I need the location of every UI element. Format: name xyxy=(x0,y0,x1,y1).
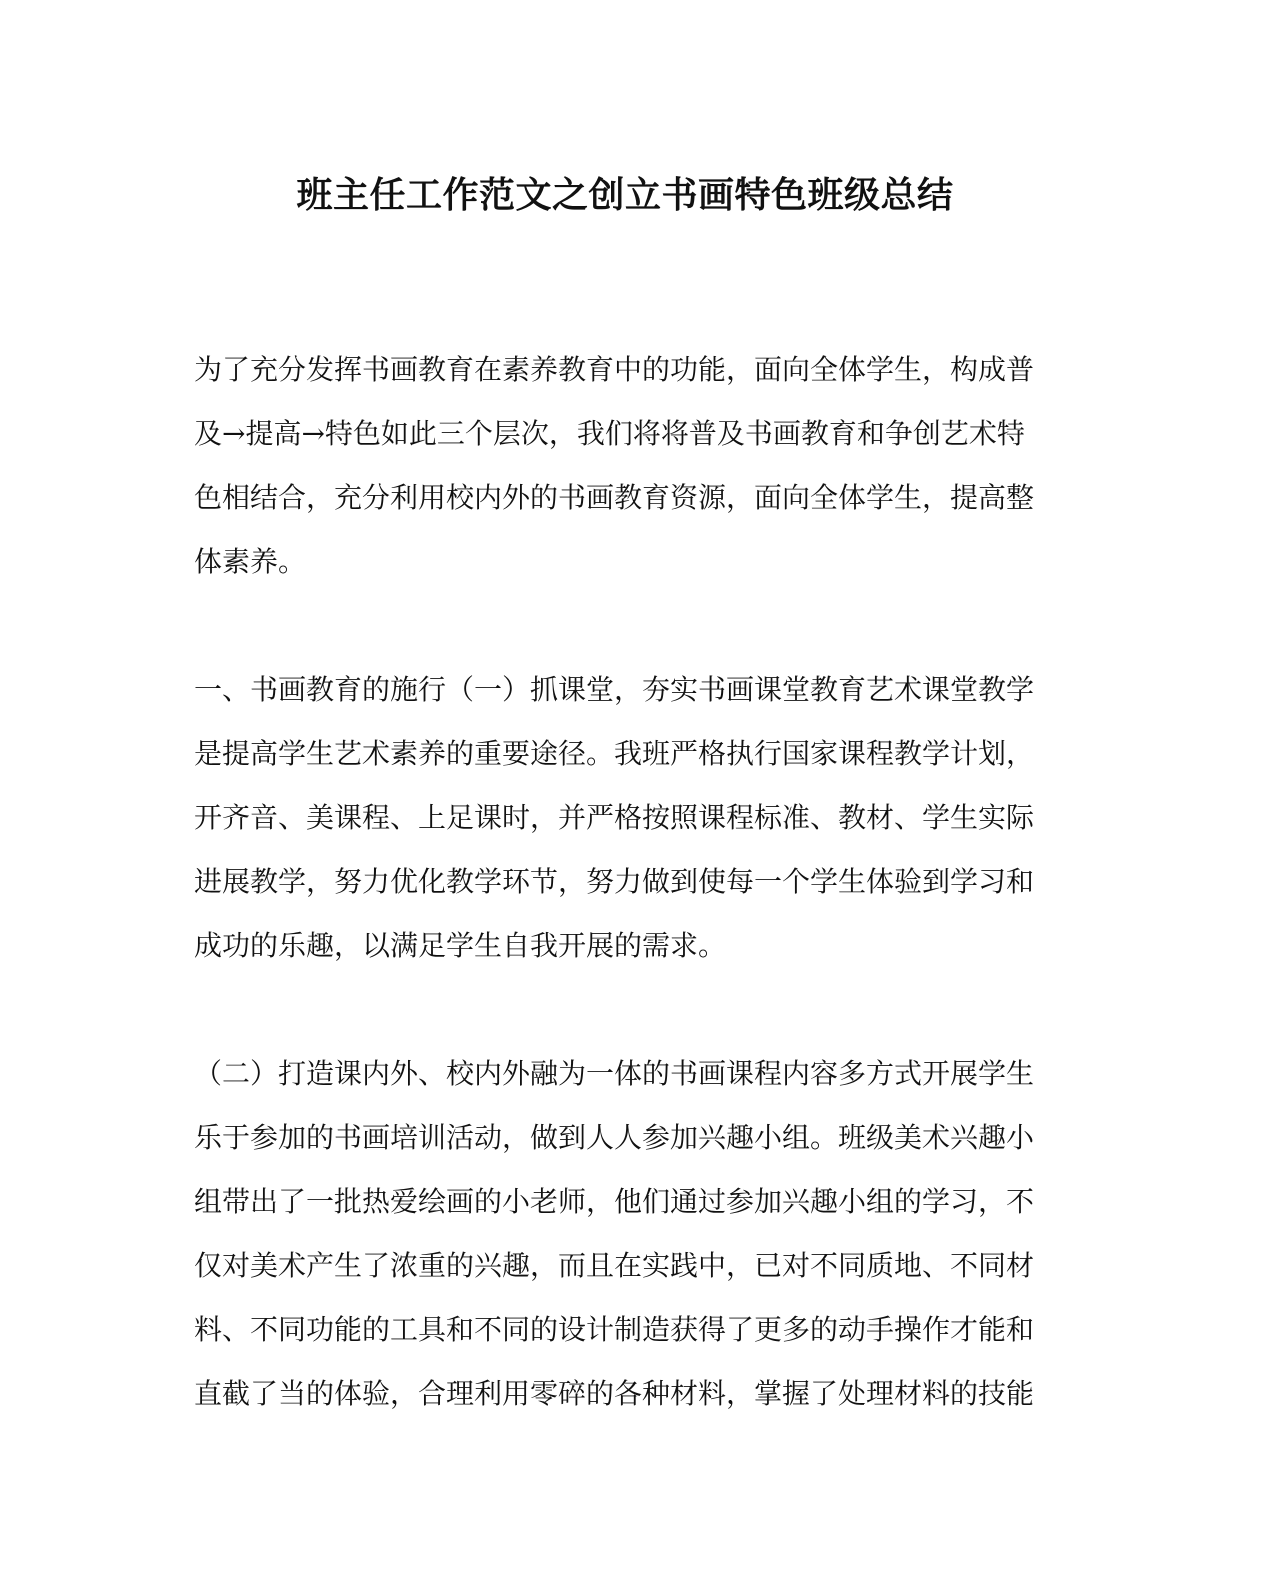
paragraph-2-line-5: 成功的乐趣，以满足学生自我开展的需求。 xyxy=(194,929,727,962)
document-title: 班主任工作范文之创立书画特色班级总结 xyxy=(296,174,954,216)
paragraph-2-line-4: 进展教学，努力优化教学环节，努力做到使每一个学生体验到学习和 xyxy=(194,865,1035,898)
paragraph-3-line-6: 直截了当的体验，合理利用零碎的各种材料，掌握了处理材料的技能 xyxy=(194,1377,1035,1410)
paragraph-1-line-4: 体素养。 xyxy=(194,545,307,578)
paragraph-1-line-2: 及→提高→特色如此三个层次，我们将将普及书画教育和争创艺术特 xyxy=(194,417,1025,450)
paragraph-2-line-1: 一、书画教育的施行（一）抓课堂，夯实书画课堂教育艺术课堂教学 xyxy=(194,673,1035,706)
paragraph-1-line-1: 为了充分发挥书画教育在素养教育中的功能，面向全体学生，构成普 xyxy=(194,353,1035,386)
paragraph-1-line-3: 色相结合，充分利用校内外的书画教育资源，面向全体学生，提高整 xyxy=(194,481,1035,514)
paragraph-3-line-5: 料、不同功能的工具和不同的设计制造获得了更多的动手操作才能和 xyxy=(194,1313,1035,1346)
paragraph-3-line-3: 组带出了一批热爱绘画的小老师，他们通过参加兴趣小组的学习，不 xyxy=(194,1185,1035,1218)
paragraph-2-line-3: 开齐音、美课程、上足课时，并严格按照课程标准、教材、学生实际 xyxy=(194,801,1035,834)
paragraph-3-line-1: （二）打造课内外、校内外融为一体的书画课程内容多方式开展学生 xyxy=(194,1057,1035,1090)
paragraph-3-line-2: 乐于参加的书画培训活动，做到人人参加兴趣小组。班级美术兴趣小 xyxy=(194,1121,1035,1154)
paragraph-2-line-2: 是提高学生艺术素养的重要途径。我班严格执行国家课程教学计划， xyxy=(194,737,1035,770)
paragraph-3-line-4: 仅对美术产生了浓重的兴趣，而且在实践中，已对不同质地、不同材 xyxy=(194,1249,1035,1282)
